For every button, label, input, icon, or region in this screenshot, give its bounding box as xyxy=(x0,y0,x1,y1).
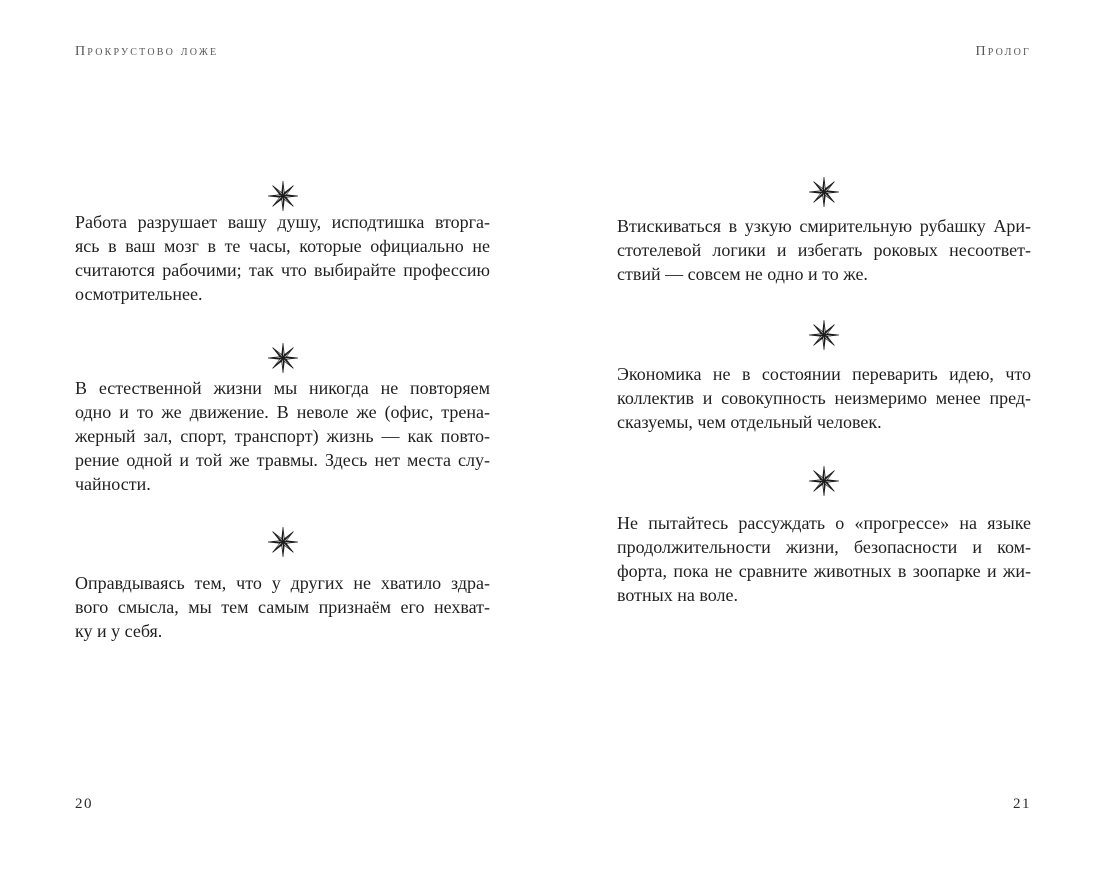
text-line: одно и то же движение. В неволе же (офис, трена- xyxy=(75,402,490,422)
text-line: стотелевой логики и избегать роковых несоответ- xyxy=(617,240,1031,260)
text-line: вого смысла, мы тем самым признаём его нехват- xyxy=(75,597,490,617)
page-number-right: 21 xyxy=(1013,796,1031,812)
text-line: Работа разрушает вашу душу, исподтишка вторга- xyxy=(75,212,490,232)
text-line: ясь в ваш мозг в те часы, которые официально не xyxy=(75,236,490,256)
aphorism-paragraph xyxy=(75,376,490,496)
text-line: ствий — совсем не одно и то же. xyxy=(617,264,868,284)
text-line: рение одной и той же травмы. Здесь нет места слу- xyxy=(75,450,490,470)
text-line: жерный зал, спорт, транспорт) жизнь — как повто- xyxy=(75,426,490,446)
text-line: Оправдываясь тем, что у других не хватило здра- xyxy=(75,573,490,593)
text-line: чайности. xyxy=(75,474,151,494)
text-line: Экономика не в состоянии переварить идею, что xyxy=(617,364,1031,384)
aphorism-paragraph xyxy=(617,511,1031,607)
aphorism-paragraph xyxy=(75,571,490,643)
ornament-star-icon xyxy=(617,176,1031,213)
aphorism-paragraph xyxy=(617,362,1031,434)
ornament-star-icon xyxy=(617,319,1031,356)
aphorism-paragraph xyxy=(75,210,490,306)
ornament-star-icon xyxy=(75,526,490,563)
text-line: В естественной жизни мы никогда не повторяем xyxy=(75,378,490,398)
text-line: вотных на воле. xyxy=(617,585,738,605)
running-header-left: Прокрустово ложе xyxy=(75,44,219,59)
text-line: продолжительности жизни, безопасности и ком- xyxy=(617,537,1031,557)
running-header-right: Пролог xyxy=(975,44,1031,59)
text-line: Втискиваться в узкую смирительную рубашку Ари- xyxy=(617,216,1031,236)
aphorism-paragraph xyxy=(617,214,1031,286)
text-line: коллектив и совокупность неизмеримо менее пред- xyxy=(617,388,1031,408)
text-line: считаются рабочими; так что выбирайте профессию xyxy=(75,260,490,280)
text-line: ку и у себя. xyxy=(75,621,163,641)
text-line: осмотрительнее. xyxy=(75,284,203,304)
ornament-star-icon xyxy=(617,465,1031,502)
text-line: форта, пока не сравните животных в зоопарке и жи- xyxy=(617,561,1031,581)
text-line: Не пытайтесь рассуждать о «прогрессе» на языке xyxy=(617,513,1031,533)
page-number-left: 20 xyxy=(75,796,93,812)
ornament-star-icon xyxy=(75,342,490,379)
text-line: сказуемы, чем отдельный человек. xyxy=(617,412,882,432)
